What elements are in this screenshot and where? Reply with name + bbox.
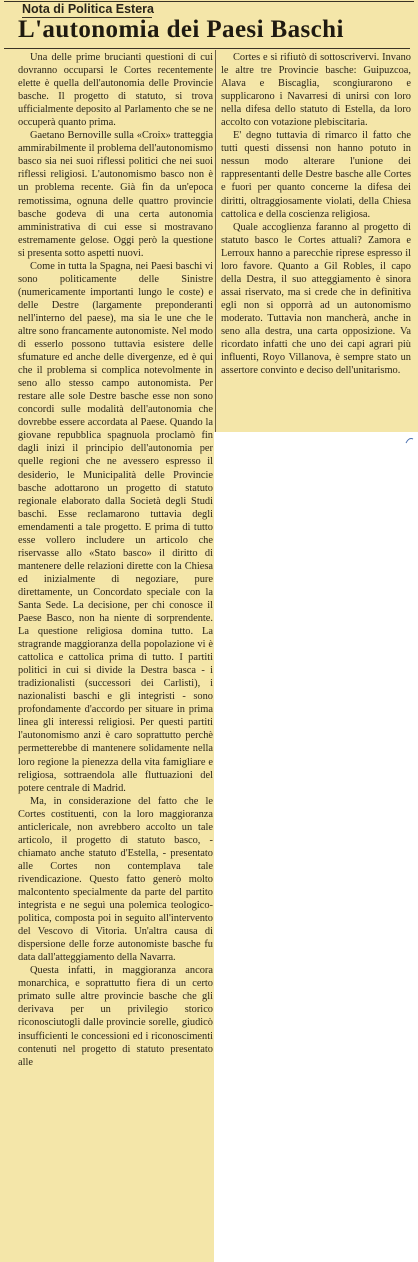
headline-rule <box>4 48 410 49</box>
column-divider <box>215 50 216 432</box>
left-text-column <box>18 51 213 1069</box>
paragraph: Come in tutta la Spagna, nei Paesi baschi vi sono politicamente delle Sinistre (numericamente importanti lungo le coste) e delle Destre (largamente preponderanti nell'interno del paese), ma sia le une che le altre sono francamente autonomiste. Nel modo di esserlo possono tuttavia esistere delle sfumature ed anche delle divergenze, ed è qui che il problema si complica notevolmente in seno allo stesso campo autonomista. Per restare alle sole Destre basche esse non sono concordi sulle modalità dell'autonomia che dovrebbe essere accordata al Paese. Quando la giovane repubblica spagnuola proclamò fin dagli inizi il principio dell'autonomia per quelle regioni che ne avessero espresso il desiderio, le Municipalità delle Provincie basche adottarono un progetto di statuto regionale elaborato dalla Società degli Studi baschi. Esse reclamarono tuttavia degli emendamenti a tale progetto. E prima di tutto esse vollero includere un articolo che riservasse allo «Stato basco» il diritto di mantenere delle relazioni dirette con la Chiesa ed inizialmente di negoziare, pure direttamente, un Concordato speciale con la Santa Sede. La decisione, per chi conosce il Paese Basco, non ha niente di sorprendente. La questione religiosa domina tutto. La stragrande maggioranza della popolazione vi è cattolica e cattolica prima di tutto. I partiti politici in cui si divide la Destra basca - i tradizionalisti (successori dei Carlisti), i nazionalisti baschi e gli integristi - sono profondamente d'accordo per situare in prima linea gli interessi religiosi. Per questi partiti l'autonomismo anzi è caro soprattutto perchè permetterebbe di mantenere solidamente nella loro regione la pienezza della vita famigliare e religiosa, sottraendola alle fluttuazioni del potere centrale di Madrid. <box>18 260 213 794</box>
paragraph: Cortes e si rifiutò di sottoscrivervi. Invano le altre tre Provincie basche: Guipuzcoa, Alava e Biscaglia, scongiurarono e supplicarono i Navarresi di unirsi con loro nella difesa dello statuto di Estella, da loro accolto con votazione plebiscitaria. <box>221 52 411 129</box>
paragraph: Questa infatti, in maggioranza ancora monarchica, e soprattutto fiera di un certo primato sulle altre provincie basche che gli derivava per un privilegio storico riconosciutogli dalle provincie sorelle, giudicò insufficienti le concessioni ed i riconoscimenti contenuti nel progetto di statuto presentato alle <box>18 965 213 1068</box>
paragraph: E' degno tuttavia di rimarco il fatto che tutti questi dissensi non hanno potuto in nessun modo alterare l'unione dei rappresentanti delle Destre basche alle Cortes e fuori per quanto concerne la difesa dei diritti, oltraggiosamente violati, della Chiesa cattolica e della coscienza religiosa. <box>221 130 411 220</box>
right-text-column <box>221 51 411 377</box>
paragraph: Ma, in considerazione del fatto che le Cortes costituenti, con la loro maggioranza anticlericale, non avrebbero accolto un tale articolo, il progetto di statuto basco, - chiamato anche statuto d'Estella, - presentato alle Cortes non contemplava tale rivendicazione. Questo fatto generò molto malcontento specialmente da parte del partito integrista e ne seguì una polemica teologico-politica, composta poi in seguito all'intervento del Vescovo di Vitoria. Un'altra causa di dispersione delle forze autonomiste basche fu data dall'atteggiamento della Navarra. <box>18 795 213 964</box>
section-kicker: Nota di Politica Estera <box>22 2 154 16</box>
paragraph: Quale accoglienza faranno al progetto di statuto basco le Cortes attuali? Zamora e Lerroux hanno a parecchie riprese espresso il loro favore. Quanto a Gil Robles, il capo della Destra, il suo atteggiamento è sinora assai riservato, ma si crede che in definitiva egli non si opporrà ad un autonomismo moderato. Tuttavia non mancherà, anche in seno alla destra, una carta opposizione. Va ricordato infatti che uno dei capi agrari più influenti, Royo Villanova, è sempre stato un assertore convinto e deciso dell'unitarismo. <box>221 221 411 377</box>
article-headline: L'autonomia dei Paesi Baschi <box>18 16 344 43</box>
paragraph: Una delle prime brucianti questioni di cui dovranno occuparsi le Cortes recentemente elette è quella dell'autonomia delle Provincie basche. Il progetto di statuto, si trova ufficialmente deposito al Parlamento che se ne occuperà quanto prima. <box>18 52 213 129</box>
pen-mark-icon <box>405 436 414 444</box>
paragraph: Gaetano Bernoville sulla «Croix» tratteggia ammirabilmente il problema dell'autonomismo basco sia nei suoi riflessi politici che nei suoi riflessi religiosi. L'autonomismo basco non è un problema recente. Già fin da un'epoca remotissima, ognuna delle quattro provincie basche godeva di una certa autonomia amministrativa di cui esse si mostravano estremamente gelose. Oggi però la questione si presenta sotto aspetti nuovi. <box>18 130 213 259</box>
